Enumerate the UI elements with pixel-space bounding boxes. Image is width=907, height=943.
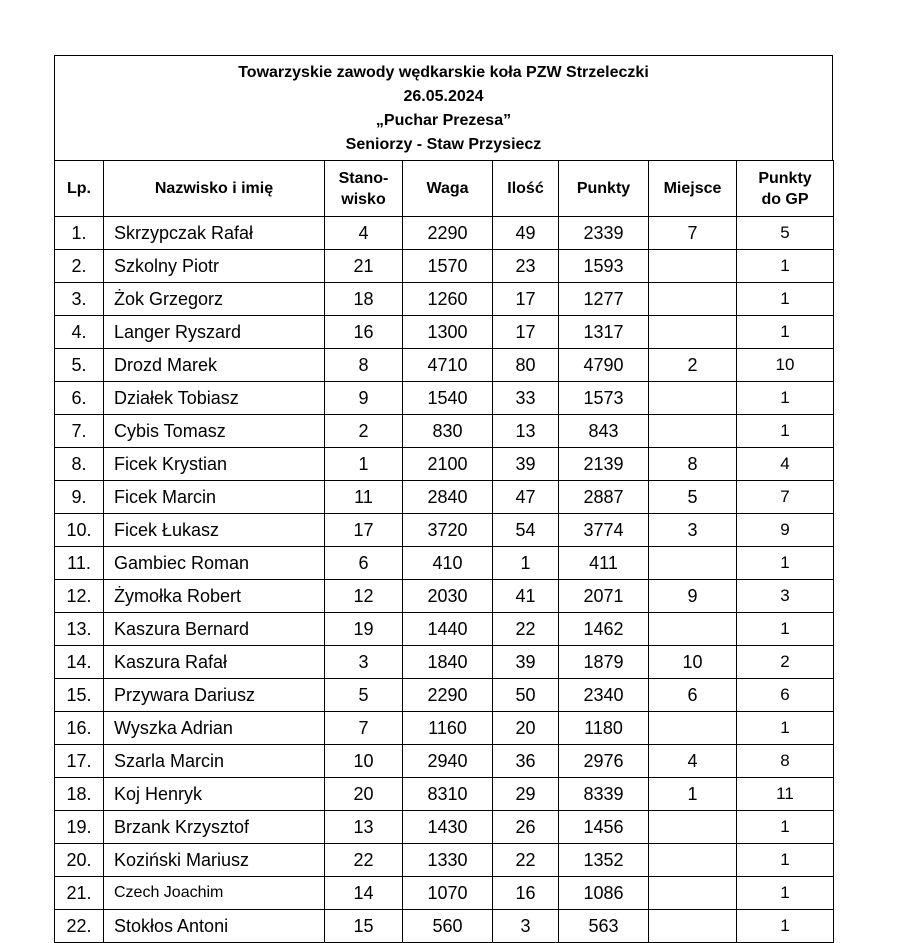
cell-name: Koj Henryk	[104, 778, 325, 811]
cell-punkty: 2340	[559, 679, 649, 712]
cell-miejsce: 7	[649, 217, 737, 250]
cell-punkty: 843	[559, 415, 649, 448]
table-row	[55, 712, 834, 745]
cell-punkty: 2071	[559, 580, 649, 613]
cell-ilosc: 36	[493, 745, 559, 778]
cell-waga: 2840	[403, 481, 493, 514]
cell-punkty: 4790	[559, 349, 649, 382]
cell-punkty: 1456	[559, 811, 649, 844]
cell-name: Ficek Krystian	[104, 448, 325, 481]
cell-punkty: 2139	[559, 448, 649, 481]
header-stanowisko-line1: Stano-	[338, 169, 389, 187]
table-row	[55, 448, 834, 481]
cell-gp: 5	[737, 217, 834, 250]
cell-gp: 1	[737, 811, 834, 844]
cell-punkty: 1352	[559, 844, 649, 877]
cell-punkty: 1593	[559, 250, 649, 283]
table-row	[55, 415, 834, 448]
cell-miejsce	[649, 811, 737, 844]
cell-stanowisko: 15	[325, 910, 403, 943]
cell-miejsce: 9	[649, 580, 737, 613]
cell-stanowisko: 17	[325, 514, 403, 547]
cell-name: Koziński Mariusz	[104, 844, 325, 877]
cell-stanowisko: 20	[325, 778, 403, 811]
cell-gp: 11	[737, 778, 834, 811]
cell-ilosc: 26	[493, 811, 559, 844]
cell-gp: 1	[737, 547, 834, 580]
cell-stanowisko: 9	[325, 382, 403, 415]
cell-ilosc: 16	[493, 877, 559, 910]
cell-miejsce: 10	[649, 646, 737, 679]
cell-waga: 1570	[403, 250, 493, 283]
cell-name: Szarla Marcin	[104, 745, 325, 778]
cell-stanowisko: 13	[325, 811, 403, 844]
header-row	[55, 161, 834, 217]
cell-waga: 2100	[403, 448, 493, 481]
cell-gp: 1	[737, 283, 834, 316]
cell-gp: 1	[737, 382, 834, 415]
cell-waga: 3720	[403, 514, 493, 547]
cell-gp: 2	[737, 646, 834, 679]
cell-stanowisko: 14	[325, 877, 403, 910]
cell-name: Czech Joachim	[104, 877, 325, 910]
cell-lp: 16.	[55, 712, 104, 745]
cell-name: Langer Ryszard	[104, 316, 325, 349]
table-row	[55, 217, 834, 250]
cell-stanowisko: 3	[325, 646, 403, 679]
table-row	[55, 679, 834, 712]
table-row	[55, 580, 834, 613]
cell-ilosc: 3	[493, 910, 559, 943]
cell-lp: 18.	[55, 778, 104, 811]
cell-gp: 1	[737, 613, 834, 646]
cell-lp: 14.	[55, 646, 104, 679]
cell-lp: 15.	[55, 679, 104, 712]
cell-gp: 4	[737, 448, 834, 481]
cell-lp: 6.	[55, 382, 104, 415]
table-row	[55, 910, 834, 943]
cell-ilosc: 22	[493, 844, 559, 877]
cell-punkty: 2976	[559, 745, 649, 778]
cup-name: „Puchar Prezesa”	[375, 112, 512, 129]
cell-punkty: 8339	[559, 778, 649, 811]
cell-waga: 2290	[403, 217, 493, 250]
cell-ilosc: 1	[493, 547, 559, 580]
cell-waga: 830	[403, 415, 493, 448]
cell-waga: 1330	[403, 844, 493, 877]
table-row	[55, 382, 834, 415]
header-lp: Lp.	[55, 161, 104, 217]
cell-punkty: 1462	[559, 613, 649, 646]
header-gp	[737, 161, 834, 217]
cell-stanowisko: 19	[325, 613, 403, 646]
cell-name: Przywara Dariusz	[104, 679, 325, 712]
cell-miejsce: 5	[649, 481, 737, 514]
cell-ilosc: 33	[493, 382, 559, 415]
cell-name: Żymołka Robert	[104, 580, 325, 613]
cell-name: Wyszka Adrian	[104, 712, 325, 745]
cell-waga: 1160	[403, 712, 493, 745]
cell-stanowisko: 12	[325, 580, 403, 613]
cell-ilosc: 80	[493, 349, 559, 382]
table-row	[55, 349, 834, 382]
cell-name: Kaszura Bernard	[104, 613, 325, 646]
cell-ilosc: 39	[493, 646, 559, 679]
cell-stanowisko: 5	[325, 679, 403, 712]
cell-waga: 2290	[403, 679, 493, 712]
cell-punkty: 1317	[559, 316, 649, 349]
header-gp-line2: do GP	[761, 190, 809, 208]
cell-miejsce	[649, 844, 737, 877]
header-ilosc: Ilość	[493, 161, 559, 217]
cell-gp: 7	[737, 481, 834, 514]
table-row	[55, 811, 834, 844]
header-gp-line1: Punkty	[758, 169, 812, 187]
cell-waga: 1430	[403, 811, 493, 844]
cell-stanowisko: 18	[325, 283, 403, 316]
cell-lp: 12.	[55, 580, 104, 613]
competition-title: Towarzyskie zawody wędkarskie koła PZW Strzeleczki	[238, 64, 649, 81]
cell-name: Ficek Marcin	[104, 481, 325, 514]
cell-ilosc: 17	[493, 316, 559, 349]
cell-lp: 20.	[55, 844, 104, 877]
cell-miejsce	[649, 283, 737, 316]
cell-waga: 1440	[403, 613, 493, 646]
table-row	[55, 250, 834, 283]
cell-gp: 1	[737, 316, 834, 349]
cell-waga: 1840	[403, 646, 493, 679]
cell-gp: 1	[737, 910, 834, 943]
cell-name: Gambiec Roman	[104, 547, 325, 580]
cell-stanowisko: 22	[325, 844, 403, 877]
cell-name: Brzank Krzysztof	[104, 811, 325, 844]
cell-stanowisko: 4	[325, 217, 403, 250]
header-stanowisko	[325, 161, 403, 217]
cell-miejsce	[649, 547, 737, 580]
cell-miejsce: 8	[649, 448, 737, 481]
cell-punkty: 1180	[559, 712, 649, 745]
cell-name: Działek Tobiasz	[104, 382, 325, 415]
cell-lp: 3.	[55, 283, 104, 316]
header-stanowisko-line2: wisko	[341, 190, 386, 208]
cell-waga: 1260	[403, 283, 493, 316]
cell-waga: 1070	[403, 877, 493, 910]
cell-name: Skrzypczak Rafał	[104, 217, 325, 250]
cell-ilosc: 47	[493, 481, 559, 514]
cell-stanowisko: 7	[325, 712, 403, 745]
cell-punkty: 563	[559, 910, 649, 943]
cell-punkty: 411	[559, 547, 649, 580]
cell-ilosc: 39	[493, 448, 559, 481]
cell-name: Szkolny Piotr	[104, 250, 325, 283]
cell-lp: 17.	[55, 745, 104, 778]
cell-miejsce	[649, 910, 737, 943]
cell-gp: 9	[737, 514, 834, 547]
cell-gp: 1	[737, 844, 834, 877]
header-name: Nazwisko i imię	[104, 161, 325, 217]
cell-ilosc: 54	[493, 514, 559, 547]
cell-name: Ficek Łukasz	[104, 514, 325, 547]
cell-miejsce	[649, 415, 737, 448]
category-venue: Seniorzy - Staw Przysiecz	[345, 136, 542, 153]
cell-lp: 5.	[55, 349, 104, 382]
cell-miejsce: 3	[649, 514, 737, 547]
cell-punkty: 1879	[559, 646, 649, 679]
cell-lp: 4.	[55, 316, 104, 349]
cell-punkty: 2887	[559, 481, 649, 514]
cell-ilosc: 20	[493, 712, 559, 745]
cell-name: Żok Grzegorz	[104, 283, 325, 316]
cell-ilosc: 29	[493, 778, 559, 811]
cell-stanowisko: 2	[325, 415, 403, 448]
cell-lp: 19.	[55, 811, 104, 844]
cell-waga: 2030	[403, 580, 493, 613]
table-row	[55, 646, 834, 679]
cell-punkty: 1277	[559, 283, 649, 316]
cell-gp: 3	[737, 580, 834, 613]
cell-punkty: 2339	[559, 217, 649, 250]
cell-waga: 2940	[403, 745, 493, 778]
cell-lp: 11.	[55, 547, 104, 580]
cell-stanowisko: 8	[325, 349, 403, 382]
cell-lp: 8.	[55, 448, 104, 481]
cell-punkty: 1573	[559, 382, 649, 415]
table-row	[55, 844, 834, 877]
cell-gp: 10	[737, 349, 834, 382]
title-block	[54, 55, 833, 160]
table-row	[55, 778, 834, 811]
cell-punkty: 1086	[559, 877, 649, 910]
header-waga: Waga	[403, 161, 493, 217]
cell-waga: 8310	[403, 778, 493, 811]
results-sheet	[54, 55, 833, 943]
cell-miejsce: 4	[649, 745, 737, 778]
cell-gp: 1	[737, 415, 834, 448]
cell-ilosc: 49	[493, 217, 559, 250]
cell-stanowisko: 1	[325, 448, 403, 481]
cell-stanowisko: 10	[325, 745, 403, 778]
header-punkty: Punkty	[559, 161, 649, 217]
cell-waga: 4710	[403, 349, 493, 382]
cell-miejsce	[649, 613, 737, 646]
table-row	[55, 547, 834, 580]
cell-miejsce	[649, 316, 737, 349]
cell-ilosc: 50	[493, 679, 559, 712]
cell-lp: 1.	[55, 217, 104, 250]
cell-miejsce	[649, 382, 737, 415]
cell-ilosc: 23	[493, 250, 559, 283]
cell-miejsce: 1	[649, 778, 737, 811]
header-miejsce: Miejsce	[649, 161, 737, 217]
results-table	[54, 160, 834, 943]
cell-lp: 10.	[55, 514, 104, 547]
cell-ilosc: 41	[493, 580, 559, 613]
cell-lp: 2.	[55, 250, 104, 283]
cell-waga: 410	[403, 547, 493, 580]
table-row	[55, 613, 834, 646]
cell-lp: 7.	[55, 415, 104, 448]
cell-gp: 1	[737, 877, 834, 910]
cell-miejsce	[649, 877, 737, 910]
cell-name: Stokłos Antoni	[104, 910, 325, 943]
table-row	[55, 481, 834, 514]
cell-name: Drozd Marek	[104, 349, 325, 382]
cell-lp: 21.	[55, 877, 104, 910]
cell-waga: 1540	[403, 382, 493, 415]
cell-miejsce: 2	[649, 349, 737, 382]
cell-stanowisko: 21	[325, 250, 403, 283]
cell-stanowisko: 6	[325, 547, 403, 580]
competition-date: 26.05.2024	[403, 88, 484, 105]
cell-lp: 22.	[55, 910, 104, 943]
cell-stanowisko: 11	[325, 481, 403, 514]
table-row	[55, 745, 834, 778]
cell-punkty: 3774	[559, 514, 649, 547]
cell-waga: 560	[403, 910, 493, 943]
cell-miejsce	[649, 712, 737, 745]
table-row	[55, 316, 834, 349]
table-row	[55, 283, 834, 316]
cell-lp: 9.	[55, 481, 104, 514]
cell-gp: 1	[737, 250, 834, 283]
cell-name: Kaszura Rafał	[104, 646, 325, 679]
cell-gp: 1	[737, 712, 834, 745]
cell-stanowisko: 16	[325, 316, 403, 349]
cell-name: Cybis Tomasz	[104, 415, 325, 448]
cell-gp: 6	[737, 679, 834, 712]
cell-ilosc: 13	[493, 415, 559, 448]
cell-miejsce: 6	[649, 679, 737, 712]
cell-ilosc: 17	[493, 283, 559, 316]
table-row	[55, 514, 834, 547]
cell-waga: 1300	[403, 316, 493, 349]
cell-lp: 13.	[55, 613, 104, 646]
cell-gp: 8	[737, 745, 834, 778]
table-row	[55, 877, 834, 910]
cell-miejsce	[649, 250, 737, 283]
cell-ilosc: 22	[493, 613, 559, 646]
